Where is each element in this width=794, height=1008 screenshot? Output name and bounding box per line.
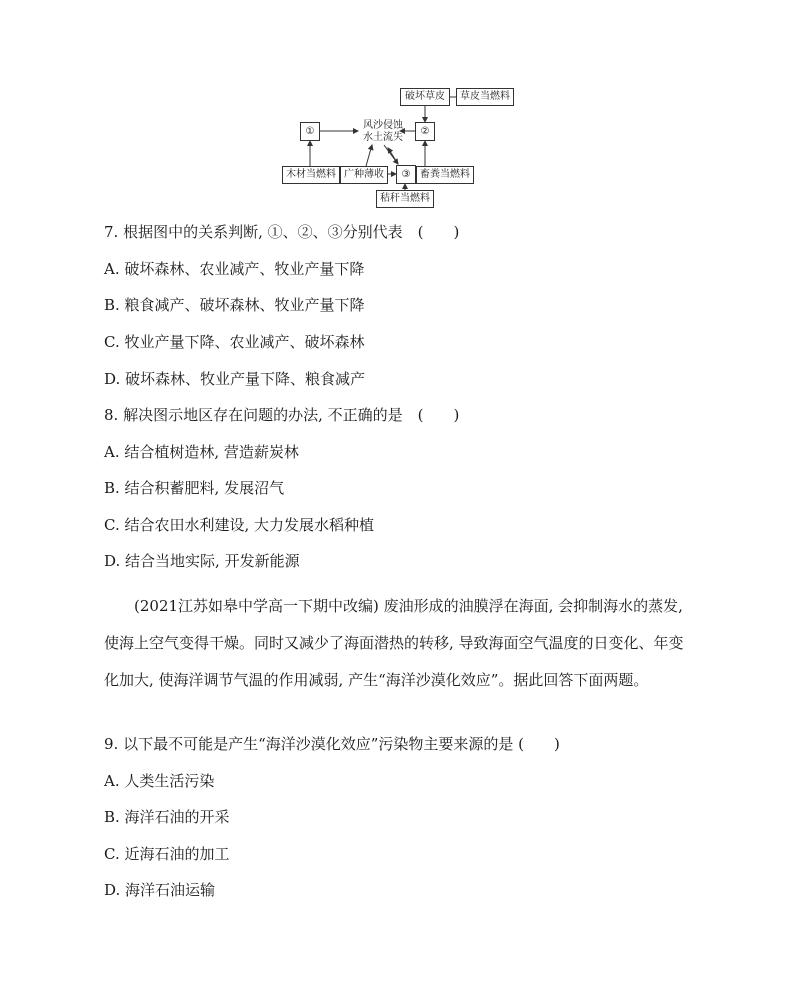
q7-option-a: A. 破坏森林、农业减产、牧业产量下降	[104, 260, 365, 278]
node-1: ①	[300, 122, 320, 141]
q7-option-c: C. 牧业产量下降、农业减产、破坏森林	[104, 333, 365, 351]
q7-option-d: D. 破坏森林、牧业产量下降、粮食减产	[104, 370, 366, 388]
relationship-diagram	[270, 82, 520, 210]
node-dung-fuel: 畜粪当燃料	[416, 166, 474, 184]
node-grass-fuel: 草皮当燃料	[456, 88, 514, 106]
q7-stem: 7. 根据图中的关系判断, ①、②、③分别代表 ( )	[104, 223, 460, 241]
node-straw-fuel: 秸秆当燃料	[376, 190, 434, 208]
q8-option-d: D. 结合当地实际, 开发新能源	[104, 552, 300, 570]
center-label-line1: 风沙侵蚀	[363, 120, 403, 131]
q7-option-b: B. 粮食减产、破坏森林、牧业产量下降	[104, 296, 365, 314]
passage: (2021江苏如皋中学高一下期中改编) 废油形成的油膜浮在海面, 会抑制海水的蒸发, 使海上空气变得干燥。同时又减少了海面潜热的转移, 导致海面空气温度的日变化、年变化加大, 使海洋调节气温的作用减弱, 产生“海洋沙漠化效应”。据此回答下面两题。	[104, 597, 684, 689]
node-wood-fuel: 木材当燃料	[282, 166, 340, 184]
q8-option-b: B. 结合积蓄肥料, 发展沼气	[104, 479, 285, 497]
q9-option-a: A. 人类生活污染	[104, 772, 215, 790]
q9-option-b: B. 海洋石油的开采	[104, 808, 230, 826]
q9-option-c: C. 近海石油的加工	[104, 845, 230, 863]
node-destroy-grass: 破坏草皮	[400, 88, 450, 106]
node-wide-sow: 广种薄收	[340, 166, 388, 184]
center-label-line2: 水土流失	[363, 132, 403, 143]
q9-option-d: D. 海洋石油运输	[104, 881, 216, 899]
node-3: ③	[396, 165, 416, 184]
q9-stem: 9. 以下最不可能是产生“海洋沙漠化效应”污染物主要来源的是 ( )	[104, 735, 560, 753]
q8-option-a: A. 结合植树造林, 营造薪炭林	[104, 443, 299, 461]
q8-option-c: C. 结合农田水利建设, 大力发展水稻种植	[104, 516, 375, 534]
q8-stem: 8. 解决图示地区存在问题的办法, 不正确的是 ( )	[104, 406, 460, 424]
node-center	[360, 120, 406, 144]
node-2: ②	[415, 122, 435, 141]
